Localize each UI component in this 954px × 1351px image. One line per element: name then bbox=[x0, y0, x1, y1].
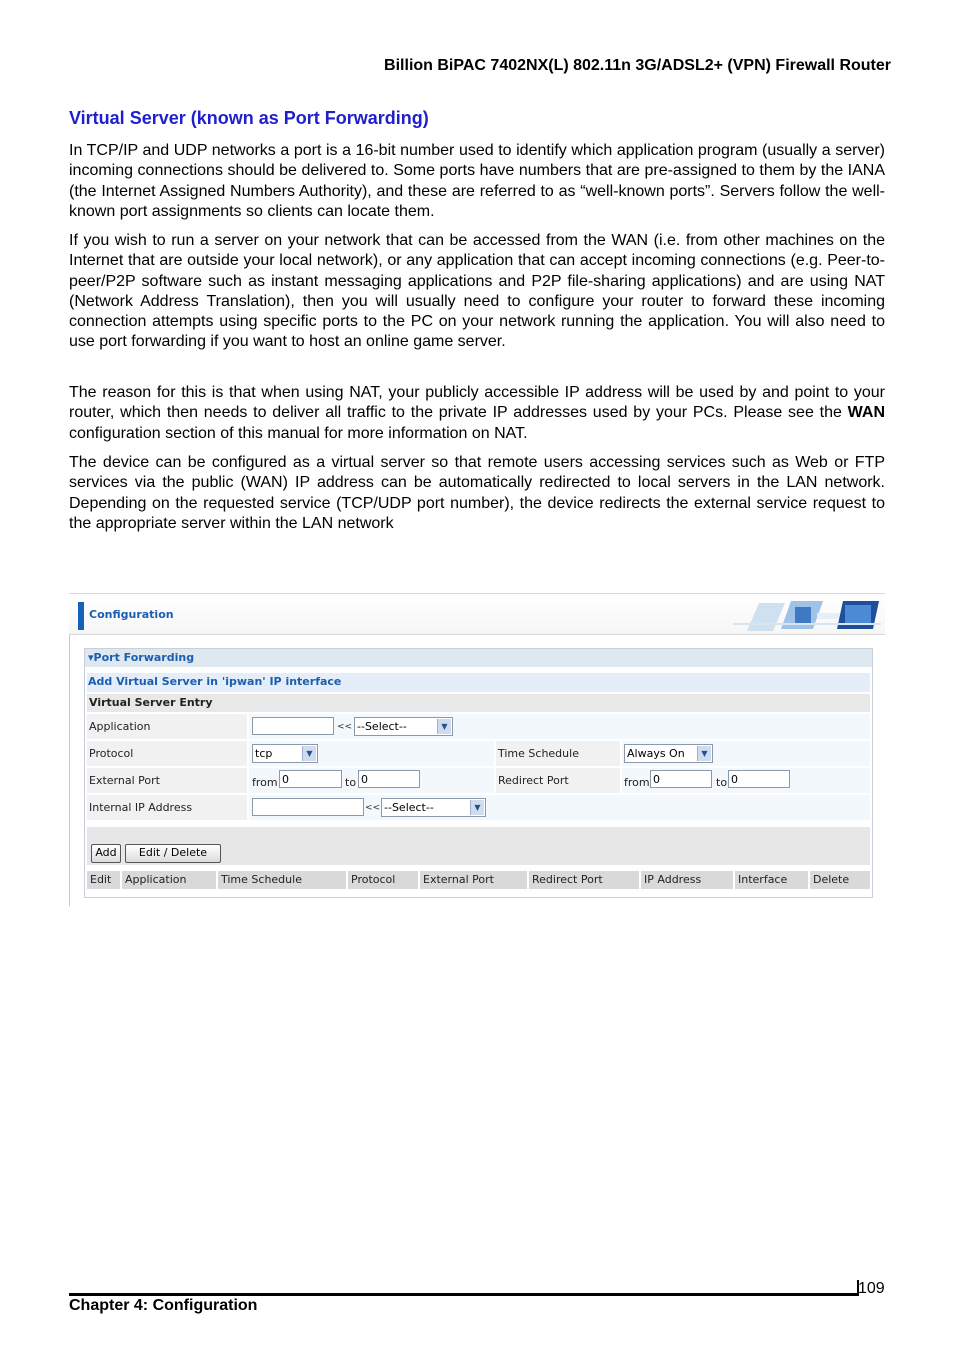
virtual-server-entry-text: Virtual Server Entry bbox=[89, 696, 213, 709]
protocol-label-cell bbox=[87, 741, 247, 766]
column-header-edit bbox=[87, 871, 120, 889]
add-virtual-server-title bbox=[87, 673, 870, 692]
add-button[interactable]: Add bbox=[91, 844, 121, 863]
protocol-select-value: tcp bbox=[255, 747, 273, 760]
port-forwarding-header[interactable] bbox=[85, 649, 872, 667]
port-forwarding-panel bbox=[84, 648, 873, 898]
nat-reason-text-end: configuration section of this manual for more information on NAT. bbox=[69, 424, 528, 442]
column-header-ip-address-label: IP Address bbox=[644, 873, 702, 886]
time-schedule-value-cell bbox=[622, 741, 870, 766]
chevron-down-icon: ▼ bbox=[697, 746, 711, 761]
external-port-label: External Port bbox=[89, 774, 160, 787]
time-schedule-select-value: Always On bbox=[627, 747, 685, 760]
chevron-down-icon: ▼ bbox=[470, 800, 484, 815]
office-illustration-icon bbox=[733, 599, 881, 631]
column-header-interface-label: Interface bbox=[738, 873, 788, 886]
configuration-label: Configuration bbox=[89, 608, 174, 621]
port-forwarding-table-header bbox=[87, 871, 870, 889]
application-label: Application bbox=[89, 720, 151, 733]
ui-left-border bbox=[69, 593, 70, 906]
footer-chapter: Chapter 4: Configuration bbox=[69, 1297, 258, 1314]
external-port-value-cell bbox=[249, 768, 494, 793]
redirect-port-label-cell bbox=[496, 768, 620, 793]
edit-delete-button[interactable]: Edit / Delete bbox=[125, 844, 221, 863]
footer-divider bbox=[69, 1293, 859, 1296]
router-ui-screenshot bbox=[69, 593, 885, 906]
redirect-from-label: from bbox=[624, 776, 650, 789]
section-title: Virtual Server (known as Port Forwarding) bbox=[69, 108, 429, 128]
column-header-time-schedule-label: Time Schedule bbox=[221, 873, 302, 886]
internal-ip-value-cell bbox=[249, 795, 870, 820]
external-port-label-cell bbox=[87, 768, 247, 793]
application-select-value: --Select-- bbox=[357, 720, 407, 733]
column-header-application bbox=[122, 871, 216, 889]
time-schedule-label-cell bbox=[496, 741, 620, 766]
column-header-redirect-port bbox=[529, 871, 639, 889]
column-header-external-port bbox=[420, 871, 527, 889]
time-schedule-select[interactable] bbox=[624, 744, 713, 763]
internal-ip-input[interactable] bbox=[252, 798, 364, 816]
internal-ip-chevron-icon: << bbox=[365, 803, 381, 813]
protocol-label: Protocol bbox=[89, 747, 134, 760]
time-schedule-label: Time Schedule bbox=[498, 747, 579, 760]
internal-ip-select-value: --Select-- bbox=[384, 801, 434, 814]
redirect-port-to-input[interactable]: 0 bbox=[728, 770, 790, 788]
application-chevron-icon: << bbox=[337, 722, 353, 732]
paragraph-port-intro: In TCP/IP and UDP networks a port is a 16-bit number used to identify which application program (usually a server) incoming connections should be delivered to. Some ports have numbers that are pre-assigned to them by the IANA (the Internet Assigned Numbers Authority), and these are referred to as “well-known ports”. Servers follow the well-known port assignments so clients can locate them. bbox=[69, 142, 885, 220]
paragraph-nat-reason bbox=[69, 383, 885, 444]
paragraph-virtual-server: The device can be configured as a virtual server so that remote users accessing services such as Web or FTP services via the public (WAN) IP address can be automatically redirected to local servers in the LAN network. Depending on the requested service (TCP/UDP port number), the device redirects the external service request to the appropriate server within the LAN network bbox=[69, 454, 885, 532]
column-header-protocol bbox=[348, 871, 418, 889]
document-header-title: Billion BiPAC 7402NX(L) 802.11n 3G/ADSL2+ (VPN) Firewall Router bbox=[384, 57, 891, 74]
column-header-time-schedule bbox=[218, 871, 346, 889]
internal-ip-label: Internal IP Address bbox=[89, 801, 193, 814]
external-to-label: to bbox=[345, 776, 357, 789]
application-select[interactable] bbox=[354, 717, 453, 736]
column-header-interface bbox=[735, 871, 808, 889]
redirect-to-label: to bbox=[716, 776, 728, 789]
application-label-cell bbox=[87, 714, 247, 739]
internal-ip-select[interactable] bbox=[381, 798, 486, 817]
configuration-bar bbox=[69, 593, 885, 635]
page-number: 109 bbox=[858, 1280, 885, 1297]
column-header-edit-label: Edit bbox=[90, 873, 112, 886]
chevron-down-icon: ▼ bbox=[302, 746, 316, 761]
column-header-delete bbox=[810, 871, 870, 889]
protocol-select[interactable] bbox=[252, 744, 318, 763]
external-port-from-input[interactable]: 0 bbox=[279, 770, 342, 788]
column-header-application-label: Application bbox=[125, 873, 187, 886]
add-virtual-server-text: Add Virtual Server in 'ipwan' IP interface bbox=[88, 675, 342, 688]
redirect-port-from-input[interactable]: 0 bbox=[650, 770, 712, 788]
column-header-protocol-label: Protocol bbox=[351, 873, 396, 886]
protocol-value-cell bbox=[249, 741, 494, 766]
port-forwarding-title: ▾Port Forwarding bbox=[88, 651, 195, 664]
column-header-external-port-label: External Port bbox=[423, 873, 494, 886]
external-from-label: from bbox=[252, 776, 278, 789]
redirect-port-value-cell bbox=[622, 768, 870, 793]
column-header-redirect-port-label: Redirect Port bbox=[532, 873, 603, 886]
action-button-row bbox=[87, 827, 870, 865]
wan-bold-term: WAN bbox=[847, 404, 885, 422]
column-header-delete-label: Delete bbox=[813, 873, 850, 886]
external-port-to-input[interactable]: 0 bbox=[358, 770, 420, 788]
nat-reason-text-start: The reason for this is that when using NAT, your publicly accessible IP address will be used by and point to your router, which then needs to deliver all traffic to the private IP addresses used by your PCs. Please see the bbox=[69, 384, 885, 422]
application-input[interactable] bbox=[252, 717, 334, 735]
config-accent-bar bbox=[78, 602, 84, 630]
internal-ip-label-cell bbox=[87, 795, 247, 820]
redirect-port-label: Redirect Port bbox=[498, 774, 569, 787]
column-header-ip-address bbox=[641, 871, 733, 889]
paragraph-port-forwarding-need: If you wish to run a server on your network that can be accessed from the WAN (i.e. from other machines on the Internet that are outside your local network), or any application that can accept incoming connections (e.g. Peer-to-peer/P2P software such as instant messaging applications and P2P file-sharing applications) and are using NAT (Network Address Translation), then you will usually need to configure your router to forward these incoming connection attempts using specific ports to the PC on your network running the application. You will also need to use port forwarding if you want to host an online game server. bbox=[69, 232, 885, 351]
application-value-cell bbox=[249, 714, 870, 739]
chevron-down-icon: ▼ bbox=[437, 719, 451, 734]
virtual-server-entry-heading bbox=[87, 694, 870, 712]
